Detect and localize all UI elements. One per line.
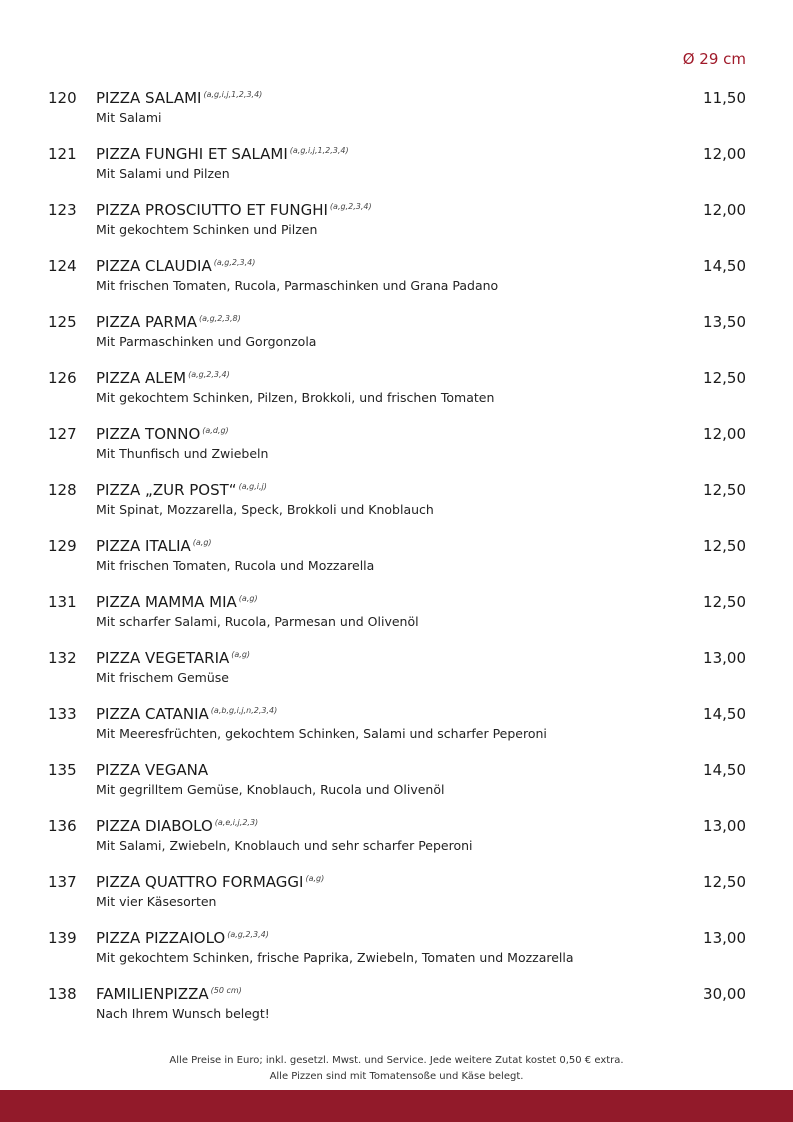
item-description: Mit frischen Tomaten, Rucola, Parmaschinken und Grana Padano [96,278,499,293]
footer-notes [0,1053,793,1085]
item-name: PIZZA PARMA [96,313,198,331]
item-price: 12,50 [703,537,746,555]
item-number: 126 [48,369,77,387]
item-allergens: (a,g,2,3,8) [199,314,241,323]
item-description: Mit gekochtem Schinken, frische Paprika, Zwiebeln, Tomaten und Mozzarella [96,950,574,965]
item-price: 13,00 [703,649,746,667]
item-price: 12,50 [703,369,746,387]
menu-item [48,143,746,199]
item-name: PIZZA CLAUDIA [96,257,212,275]
item-description: Mit gegrilltem Gemüse, Knoblauch, Rucola und Olivenöl [96,782,445,797]
item-allergens: (a,g) [238,594,258,603]
item-title [96,369,230,387]
item-description: Nach Ihrem Wunsch belegt! [96,1006,270,1021]
item-number: 123 [48,201,77,219]
item-name: PIZZA CATANIA [96,705,209,723]
menu-item [48,535,746,591]
menu-item [48,647,746,703]
item-number: 131 [48,593,77,611]
item-description: Mit Spinat, Mozzarella, Speck, Brokkoli und Knoblauch [96,502,434,517]
item-description: Mit Salami [96,110,162,125]
item-allergens: (a,e,i,j,2,3) [214,818,259,827]
menu-item [48,759,746,815]
item-title [96,985,242,1003]
item-price: 14,50 [703,761,746,779]
item-allergens: (a,g) [192,538,212,547]
item-description: Mit vier Käsesorten [96,894,217,909]
item-title [96,257,255,275]
item-allergens: (a,g) [231,650,251,659]
item-name: FAMILIENPIZZA [96,985,209,1003]
item-title [96,89,262,107]
item-name: PIZZA PIZZAIOLO [96,929,226,947]
item-title [96,481,267,499]
item-allergens: (50 cm) [210,986,242,995]
item-name: PIZZA TONNO [96,425,201,443]
item-description: Mit gekochtem Schinken, Pilzen, Brokkoli, und frischen Tomaten [96,390,495,405]
item-number: 120 [48,89,77,107]
item-title [96,873,324,891]
item-price: 14,50 [703,705,746,723]
item-title [96,145,349,163]
item-title [96,817,258,835]
menu-list [48,87,746,1039]
item-description: Mit Thunfisch und Zwiebeln [96,446,269,461]
item-description: Mit gekochtem Schinken und Pilzen [96,222,318,237]
item-allergens: (a,g,i,j) [238,482,267,491]
item-title [96,201,372,219]
item-title [96,537,212,555]
menu-item [48,703,746,759]
item-number: 124 [48,257,77,275]
item-number: 132 [48,649,77,667]
item-number: 133 [48,705,77,723]
item-price: 12,00 [703,201,746,219]
item-price: 12,50 [703,873,746,891]
item-title [96,929,269,947]
item-title [96,761,210,779]
item-number: 137 [48,873,77,891]
item-title [96,705,277,723]
item-description: Mit Salami, Zwiebeln, Knoblauch und sehr scharfer Peperoni [96,838,473,853]
menu-item [48,199,746,255]
item-price: 30,00 [703,985,746,1003]
item-number: 121 [48,145,77,163]
item-allergens: (a,g) [305,874,325,883]
item-description: Mit frischen Tomaten, Rucola und Mozzarella [96,558,375,573]
menu-item [48,815,746,871]
item-name: PIZZA „ZUR POST“ [96,481,237,499]
item-allergens: (a,g,2,3,4) [213,258,256,267]
item-allergens: (a,g,2,3,4) [329,202,372,211]
item-allergens: (a,d,g) [202,426,229,435]
item-name: PIZZA SALAMI [96,89,202,107]
item-number: 138 [48,985,77,1003]
item-title [96,649,250,667]
item-price: 14,50 [703,257,746,275]
item-name: PIZZA MAMMA MIA [96,593,237,611]
menu-item [48,479,746,535]
item-allergens: (a,g,2,3,4) [188,370,230,379]
item-name: PIZZA VEGETARIA [96,649,230,667]
item-description: Mit frischem Gemüse [96,670,229,685]
menu-item [48,927,746,983]
item-allergens: (a,b,g,i,j,n,2,3,4) [210,706,278,715]
item-number: 135 [48,761,77,779]
item-price: 12,00 [703,145,746,163]
item-name: PIZZA VEGANA [96,761,209,779]
item-allergens: (a,g,i,j,1,2,3,4) [289,146,349,155]
footer-line-toppings: Alle Pizzen sind mit Tomatensoße und Käse belegt. [269,1071,524,1082]
item-title [96,313,241,331]
item-price: 12,00 [703,425,746,443]
item-title [96,593,258,611]
item-name: PIZZA PROSCIUTTO ET FUNGHI [96,201,328,219]
item-price: 12,50 [703,593,746,611]
size-label: Ø 29 cm [682,50,746,68]
item-price: 13,50 [703,313,746,331]
menu-item [48,311,746,367]
menu-item [48,367,746,423]
item-name: PIZZA FUNGHI ET SALAMI [96,145,288,163]
item-number: 128 [48,481,77,499]
item-number: 127 [48,425,77,443]
item-description: Mit scharfer Salami, Rucola, Parmesan und Olivenöl [96,614,419,629]
item-number: 125 [48,313,77,331]
item-number: 129 [48,537,77,555]
item-price: 13,00 [703,929,746,947]
item-description: Mit Parmaschinken und Gorgonzola [96,334,317,349]
bottom-accent-bar [0,1090,793,1122]
item-name: PIZZA DIABOLO [96,817,213,835]
menu-item [48,87,746,143]
menu-item [48,591,746,647]
menu-item [48,871,746,927]
item-title [96,425,229,443]
menu-item [48,983,746,1039]
item-price: 11,50 [703,89,746,107]
item-price: 12,50 [703,481,746,499]
item-name: PIZZA ITALIA [96,537,191,555]
item-description: Mit Salami und Pilzen [96,166,230,181]
item-allergens: (a,g,2,3,4) [227,930,269,939]
item-number: 139 [48,929,77,947]
menu-item [48,255,746,311]
footer-line-prices: Alle Preise in Euro; inkl. gesetzl. Mwst. und Service. Jede weitere Zutat kostet 0,50 € extra. [169,1055,624,1066]
item-description: Mit Meeresfrüchten, gekochtem Schinken, Salami und scharfer Peperoni [96,726,547,741]
menu-item [48,423,746,479]
item-name: PIZZA QUATTRO FORMAGGI [96,873,304,891]
item-price: 13,00 [703,817,746,835]
item-allergens: (a,g,i,j,1,2,3,4) [203,90,263,99]
item-number: 136 [48,817,77,835]
item-name: PIZZA ALEM [96,369,187,387]
